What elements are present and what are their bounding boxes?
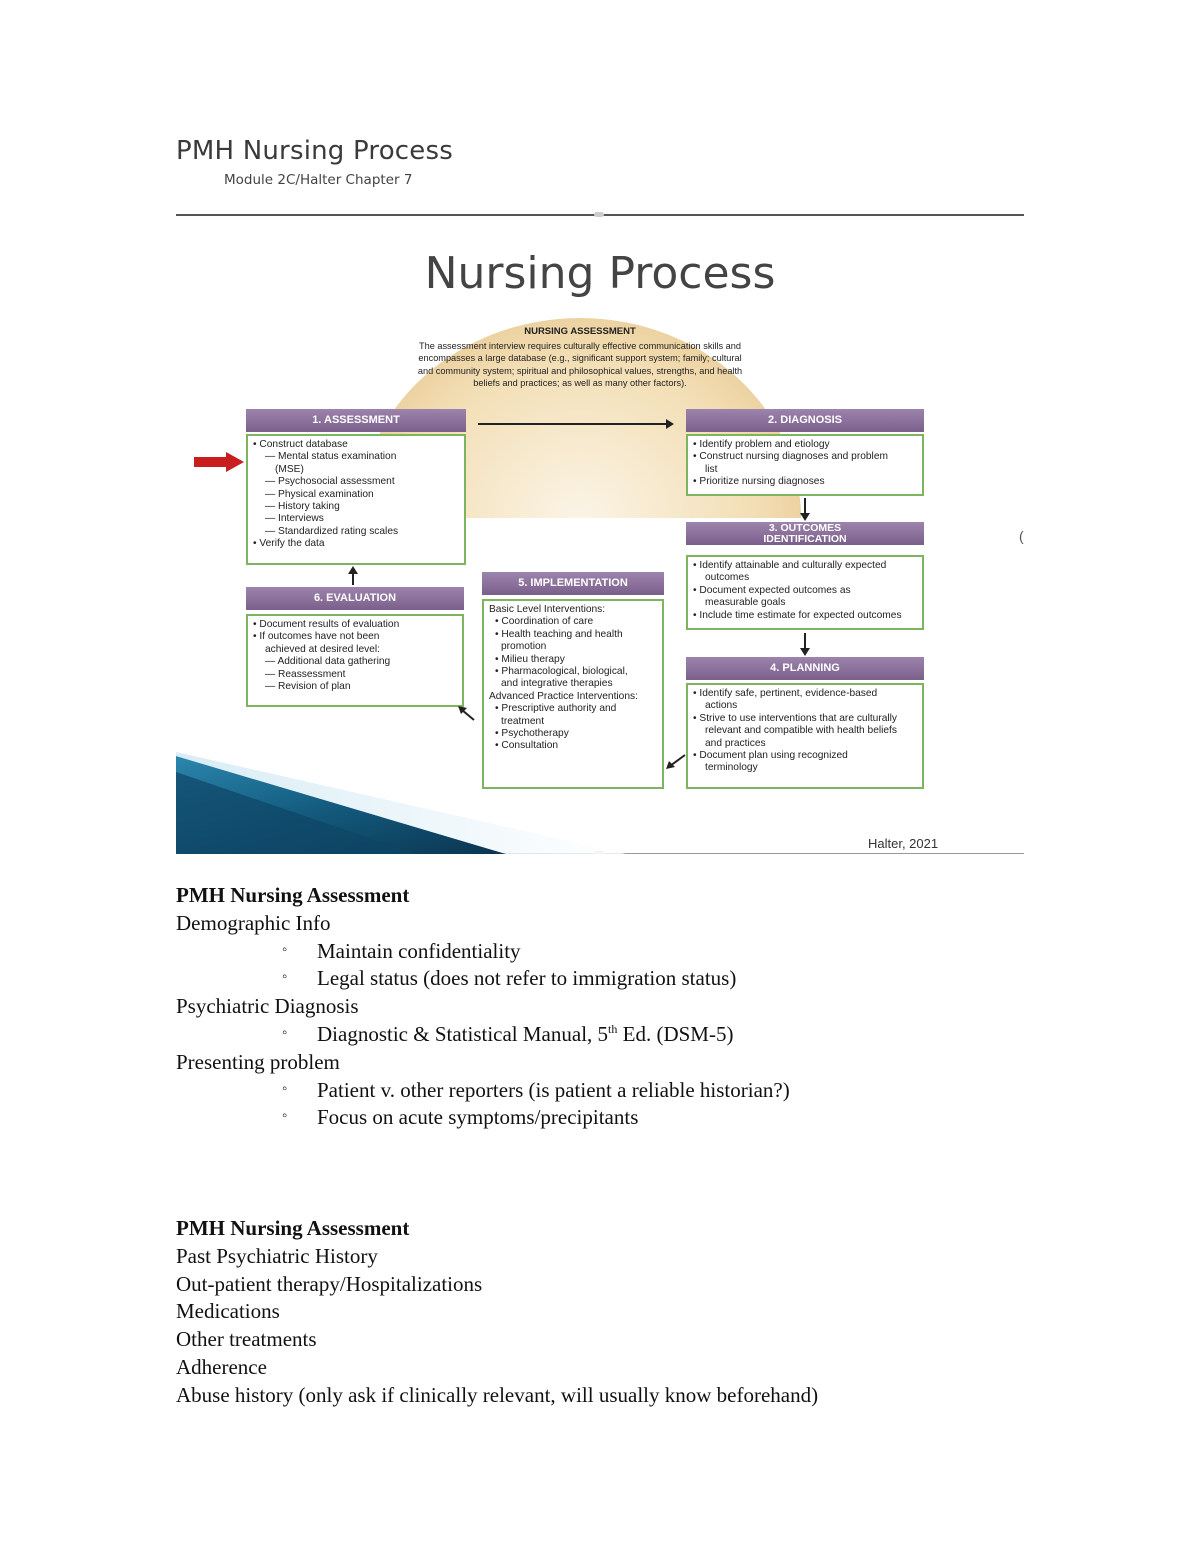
outcomes-line: outcomes (705, 572, 750, 584)
implementation-line: Advanced Practice Interventions: (489, 690, 638, 702)
assessment-line: — History taking (265, 501, 340, 513)
note-line: Other treatments (176, 1327, 317, 1352)
assessment-header: 1. ASSESSMENT (246, 409, 466, 432)
bullet-text: Focus on acute symptoms/precipitants (317, 1105, 639, 1130)
note-line: Demographic Info (176, 910, 331, 935)
outcomes-to-planning-arrow-icon (804, 633, 806, 653)
outcomes-line: • Document expected outcomes as (693, 584, 851, 596)
assessment-line: • Verify the data (253, 538, 325, 550)
assessment-line: • Construct database (253, 439, 348, 450)
bullet-circle-icon: ◦ (282, 1108, 288, 1125)
diagnosis-header: 2. DIAGNOSIS (686, 409, 924, 432)
evaluation-line: — Additional data gathering (265, 656, 391, 668)
assessment-to-diagnosis-arrow-icon (478, 423, 672, 425)
implementation-line: • Consultation (495, 740, 559, 752)
implementation-line: promotion (501, 641, 547, 653)
assessment-line: — Physical examination (265, 488, 374, 500)
planning-line: actions (705, 700, 738, 712)
bullet-text: Maintain confidentiality (317, 938, 521, 963)
diagnosis-to-outcomes-arrow-icon (804, 498, 806, 518)
planning-box (686, 683, 924, 789)
note-line: Past Psychiatric History (176, 1243, 378, 1268)
bullet-item (176, 1104, 790, 1132)
notes-section-1 (176, 882, 790, 1132)
bullet-circle-icon: ◦ (282, 1024, 288, 1041)
evaluation-line: — Reassessment (265, 668, 346, 680)
blue-swoosh-decoration (176, 752, 626, 854)
implementation-to-evaluation-arrow-icon (456, 704, 480, 724)
outcomes-box (686, 555, 924, 630)
implementation-line: • Milieu therapy (495, 653, 565, 665)
implementation-line: treatment (501, 715, 545, 727)
outcomes-header-line2: IDENTIFICATION (763, 533, 847, 545)
bullet-item (176, 1077, 790, 1105)
slide-top-handle (594, 212, 604, 217)
implementation-line: • Pharmacological, biological, (495, 666, 628, 678)
implementation-header: 5. IMPLEMENTATION (482, 572, 664, 595)
bullet-item (176, 938, 790, 966)
diagnosis-line: • Identify problem and etiology (693, 439, 830, 450)
assessment-line: — Mental status examination (265, 451, 397, 463)
dome-text-block (412, 326, 748, 390)
assessment-line: — Standardized rating scales (265, 525, 399, 537)
diagnosis-line: • Construct nursing diagnoses and problem (693, 451, 888, 463)
assessment-line: — Interviews (265, 513, 324, 525)
outcomes-header (686, 522, 924, 545)
implementation-line: • Psychotherapy (495, 728, 569, 740)
slide-title: Nursing Process (424, 248, 776, 299)
planning-line: relevant and compatible with health beliefs (705, 725, 897, 737)
outcomes-line: • Identify attainable and culturally expected (693, 560, 887, 571)
bullet-text: Patient v. other reporters (is patient a reliable historian?) (317, 1077, 790, 1102)
diagnosis-box (686, 434, 924, 496)
bullet-circle-icon: ◦ (282, 969, 288, 986)
bullet-item (176, 965, 790, 993)
red-pointer-arrow-icon (194, 452, 244, 472)
outcomes-line: measurable goals (705, 597, 786, 609)
document-title: PMH Nursing Process (176, 136, 453, 166)
evaluation-to-assessment-arrow-icon (352, 569, 354, 585)
implementation-line: • Health teaching and health (495, 628, 623, 640)
bullet-text-superscript: th (608, 1021, 618, 1036)
bullet-text: Legal status (does not refer to immigration status) (317, 966, 737, 991)
planning-header: 4. PLANNING (686, 657, 924, 680)
planning-line: • Document plan using recognized (693, 750, 848, 762)
note-line: Medications (176, 1299, 280, 1324)
planning-line: and practices (705, 737, 766, 749)
document-subtitle: Module 2C/Halter Chapter 7 (224, 172, 413, 188)
diagnosis-line: list (705, 463, 718, 475)
note-line: Presenting problem (176, 1049, 340, 1074)
planning-line: terminology (705, 762, 758, 774)
bullet-text-post: Ed. (DSM-5) (617, 1021, 734, 1046)
evaluation-line: achieved at desired level: (265, 643, 380, 655)
note-line: Adherence (176, 1354, 267, 1379)
implementation-line: Basic Level Interventions: (489, 604, 606, 615)
planning-to-implementation-arrow-icon (664, 752, 688, 772)
implementation-line: and integrative therapies (501, 678, 613, 690)
dome-body: The assessment interview requires culturally effective communication skills and encompasses a large database (e.g., significant support system; family; cultural and community system; spiritual and philosophical values, strengths, and health beliefs and practices; as well as many other factors). (417, 340, 743, 388)
slide-edge-mark: ( (1019, 528, 1024, 544)
evaluation-line: — Revision of plan (265, 681, 351, 693)
assessment-box (246, 434, 466, 565)
planning-line: • Strive to use interventions that are culturally (693, 712, 898, 724)
assessment-line: (MSE) (275, 463, 304, 475)
bullet-text-pre: Diagnostic & Statistical Manual, 5 (317, 1021, 609, 1046)
assessment-line: — Psychosocial assessment (265, 476, 395, 488)
evaluation-header: 6. EVALUATION (246, 587, 464, 610)
section-heading: PMH Nursing Assessment (176, 1216, 410, 1240)
implementation-line: • Prescriptive authority and (495, 703, 617, 715)
outcomes-header-line1: 3. OUTCOMES (768, 522, 842, 534)
evaluation-box (246, 614, 464, 707)
evaluation-line: • Document results of evaluation (253, 619, 400, 630)
notes-section-2 (176, 1215, 818, 1410)
diagnosis-line: • Prioritize nursing diagnoses (693, 476, 825, 488)
dome-heading: NURSING ASSESSMENT (524, 326, 636, 337)
evaluation-line: • If outcomes have not been (253, 631, 380, 643)
outcomes-line: • Include time estimate for expected outcomes (693, 609, 902, 621)
nursing-process-slide (176, 212, 1024, 854)
image-credit: Halter, 2021 (868, 836, 939, 851)
implementation-line: • Coordination of care (495, 616, 594, 628)
bullet-circle-icon: ◦ (282, 1080, 288, 1097)
section-heading: PMH Nursing Assessment (176, 883, 410, 907)
planning-line: • Identify safe, pertinent, evidence-based (693, 688, 878, 699)
bullet-circle-icon: ◦ (282, 941, 288, 958)
note-line: Psychiatric Diagnosis (176, 994, 359, 1019)
note-line: Abuse history (only ask if clinically relevant, will usually know beforehand) (176, 1382, 819, 1407)
note-line: Out-patient therapy/Hospitalizations (176, 1271, 483, 1296)
bullet-item (176, 1021, 790, 1049)
